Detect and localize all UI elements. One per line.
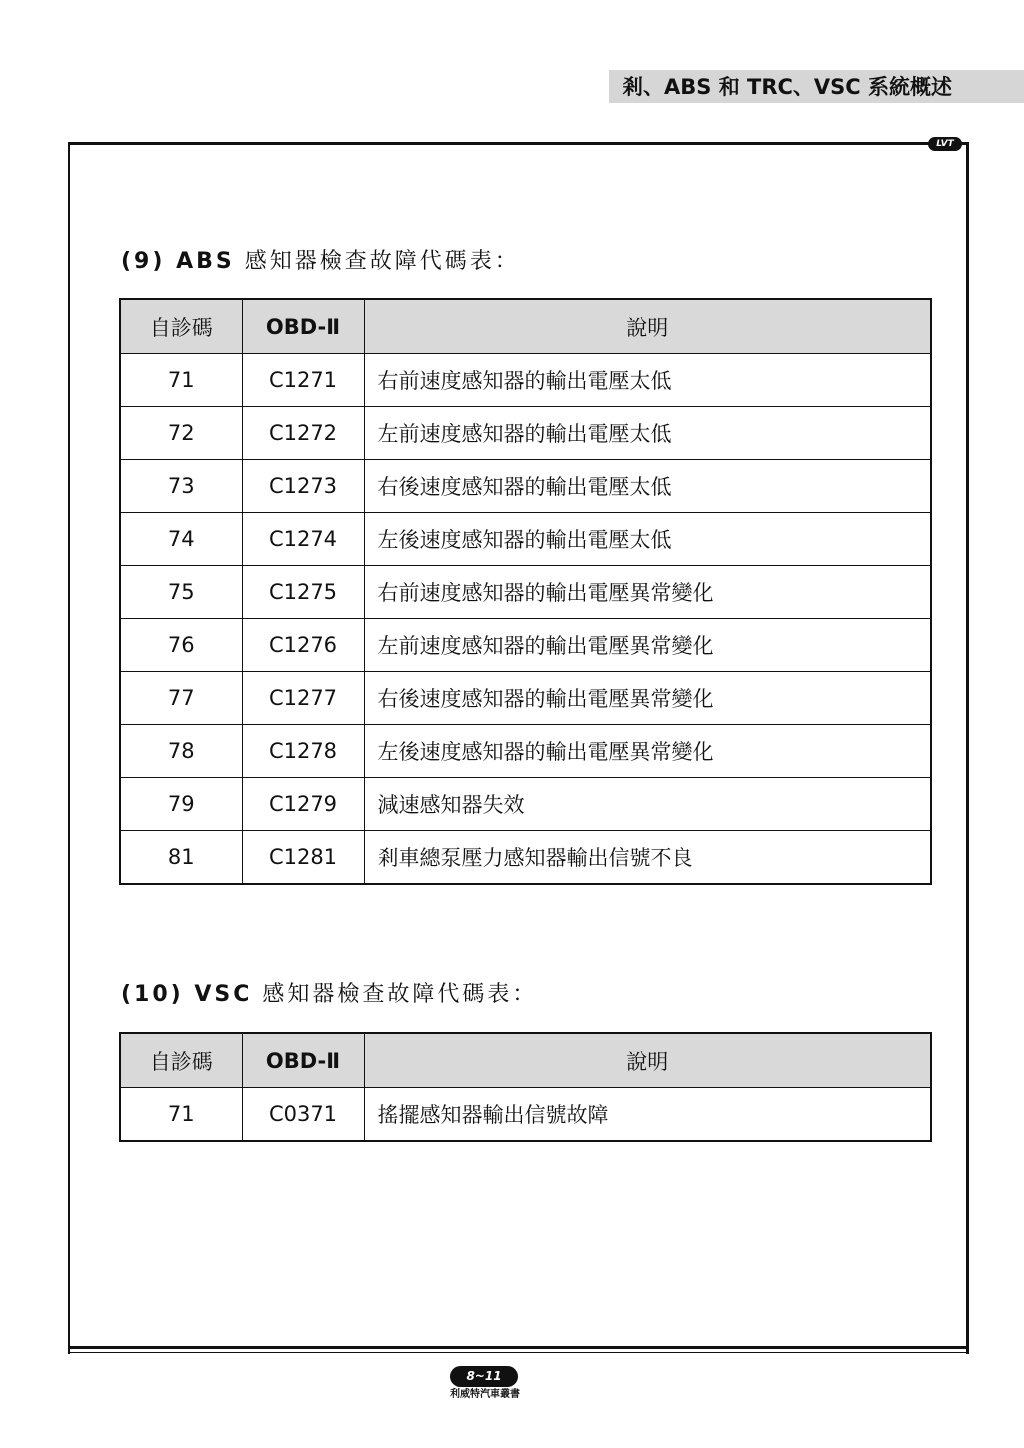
top-rule bbox=[68, 142, 934, 145]
code-description: 右後速度感知器的輸出電壓太低 bbox=[364, 460, 931, 513]
section-number: (10) VSC bbox=[121, 982, 253, 1007]
self-diagnosis-code: 73 bbox=[120, 460, 242, 513]
self-diagnosis-code: 76 bbox=[120, 619, 242, 672]
code-description: 左後速度感知器的輸出電壓太低 bbox=[364, 513, 931, 566]
table-row bbox=[120, 354, 931, 407]
column-header-self-diagnosis: 自診碼 bbox=[120, 1033, 242, 1088]
table-row bbox=[120, 672, 931, 725]
self-diagnosis-code: 79 bbox=[120, 778, 242, 831]
table-header-row bbox=[120, 1033, 931, 1088]
table-row bbox=[120, 1088, 931, 1142]
self-diagnosis-code: 71 bbox=[120, 354, 242, 407]
self-diagnosis-code: 75 bbox=[120, 566, 242, 619]
bottom-rule bbox=[68, 1346, 969, 1349]
table-header-row bbox=[120, 299, 931, 354]
section-title: 感知器檢查故障代碼表： bbox=[262, 982, 538, 1007]
self-diagnosis-code: 71 bbox=[120, 1088, 242, 1142]
obd-code: C1281 bbox=[242, 831, 364, 885]
obd-code: C1279 bbox=[242, 778, 364, 831]
vsc-code-table bbox=[119, 1032, 932, 1142]
right-border bbox=[966, 142, 969, 1354]
table-row bbox=[120, 513, 931, 566]
table-row bbox=[120, 619, 931, 672]
chapter-title: 剎、ABS 和 TRC、VSC 系統概述 bbox=[622, 75, 953, 99]
column-header-description: 說明 bbox=[364, 1033, 931, 1088]
section-heading-vsc bbox=[121, 980, 537, 1010]
self-diagnosis-code: 72 bbox=[120, 407, 242, 460]
self-diagnosis-code: 74 bbox=[120, 513, 242, 566]
section-heading-abs bbox=[121, 247, 520, 277]
column-header-obd: OBD-Ⅱ bbox=[242, 1033, 364, 1088]
abs-code-table bbox=[119, 298, 932, 885]
obd-code: C1272 bbox=[242, 407, 364, 460]
obd-code: C1271 bbox=[242, 354, 364, 407]
table-row bbox=[120, 778, 931, 831]
table-row bbox=[120, 725, 931, 778]
code-description: 左前速度感知器的輸出電壓異常變化 bbox=[364, 619, 931, 672]
obd-code: C1275 bbox=[242, 566, 364, 619]
obd-code: C1278 bbox=[242, 725, 364, 778]
section-title: 感知器檢查故障代碼表： bbox=[244, 249, 520, 274]
bottom-rule-thin bbox=[68, 1352, 969, 1353]
code-description: 剎車總泵壓力感知器輸出信號不良 bbox=[364, 831, 931, 885]
publisher-name: 利威特汽車叢書 bbox=[450, 1389, 520, 1400]
code-description: 左後速度感知器的輸出電壓異常變化 bbox=[364, 725, 931, 778]
code-description: 左前速度感知器的輸出電壓太低 bbox=[364, 407, 931, 460]
table-row bbox=[120, 831, 931, 885]
left-border bbox=[68, 142, 70, 1354]
obd-code: C1276 bbox=[242, 619, 364, 672]
page-number-badge: 8~11 bbox=[450, 1366, 518, 1387]
obd-code: C1274 bbox=[242, 513, 364, 566]
table-row bbox=[120, 460, 931, 513]
column-header-description: 說明 bbox=[364, 299, 931, 354]
section-number: (9) ABS bbox=[121, 249, 235, 274]
obd-code: C0371 bbox=[242, 1088, 364, 1142]
code-description: 右前速度感知器的輸出電壓異常變化 bbox=[364, 566, 931, 619]
self-diagnosis-code: 78 bbox=[120, 725, 242, 778]
table-row bbox=[120, 566, 931, 619]
code-description: 右前速度感知器的輸出電壓太低 bbox=[364, 354, 931, 407]
obd-code: C1277 bbox=[242, 672, 364, 725]
self-diagnosis-code: 77 bbox=[120, 672, 242, 725]
publisher-logo: LVT bbox=[928, 137, 962, 151]
column-header-self-diagnosis: 自診碼 bbox=[120, 299, 242, 354]
code-description: 搖擺感知器輸出信號故障 bbox=[364, 1088, 931, 1142]
column-header-obd: OBD-Ⅱ bbox=[242, 299, 364, 354]
table-row bbox=[120, 407, 931, 460]
obd-code: C1273 bbox=[242, 460, 364, 513]
self-diagnosis-code: 81 bbox=[120, 831, 242, 885]
code-description: 右後速度感知器的輸出電壓異常變化 bbox=[364, 672, 931, 725]
code-description: 減速感知器失效 bbox=[364, 778, 931, 831]
